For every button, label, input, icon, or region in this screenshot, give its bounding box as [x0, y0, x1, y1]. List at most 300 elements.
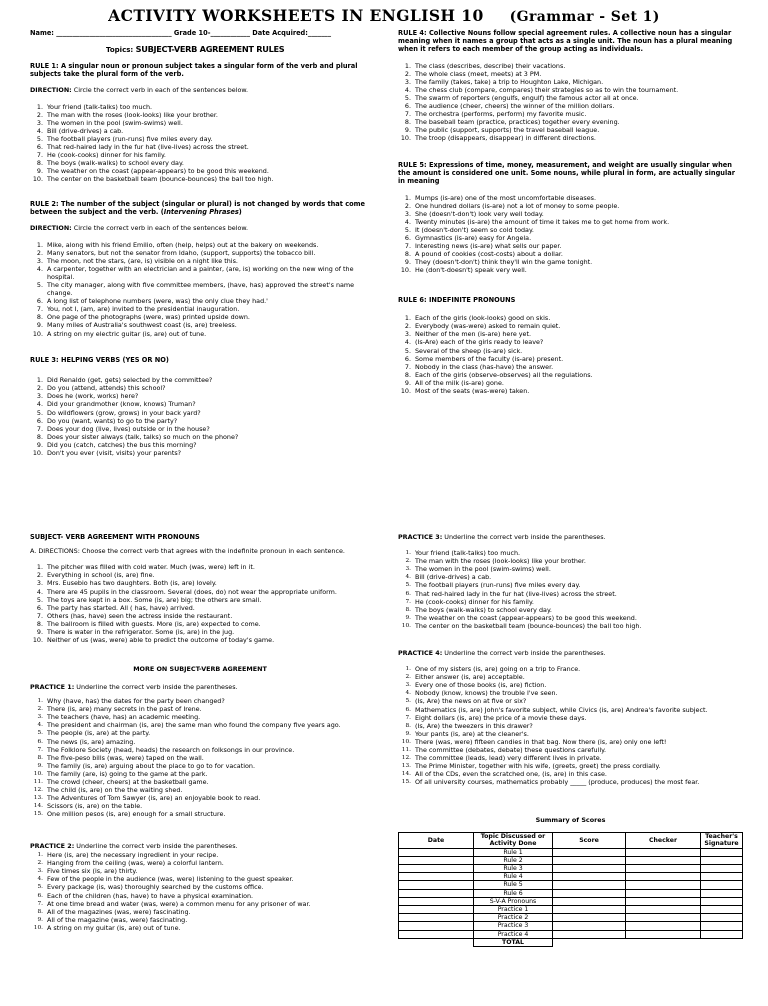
item-text: The boys (walk-walks) to school every day. [415, 605, 552, 614]
item-text: The president and chairman (is, are) the same man who found the company five years ago. [47, 721, 341, 730]
list-item [398, 697, 743, 705]
item-number: 3. [405, 682, 411, 689]
item-number: 14. [33, 803, 43, 810]
list-item [398, 714, 743, 722]
item-number: 14. [401, 771, 411, 778]
summary-activity-cell: Practice 3 [474, 922, 553, 930]
list-item [398, 673, 743, 681]
item-text: The man with the roses (look-looks) like your brother. [47, 110, 218, 119]
summary-blank-cell [553, 914, 626, 922]
list-item [30, 754, 370, 762]
item-number: 8. [404, 370, 411, 379]
item-text: Few of the people in the audience (was, were) listening to the guest speaker. [47, 875, 294, 884]
summary-blank-cell [626, 897, 701, 905]
summary-blank-cell [399, 848, 474, 856]
item-number: 4. [405, 690, 411, 697]
list-item [30, 241, 370, 249]
pronouns-direction: A. DIRECTIONS: Choose the correct verb that agrees with the indefinite pronoun in each sentence. [30, 547, 345, 556]
item-number: 5. [36, 134, 43, 143]
title-sub: (Grammar - Set 1) [509, 9, 660, 25]
item-number: 12. [33, 787, 43, 794]
item-number: 1. [36, 102, 43, 111]
list-item [30, 563, 370, 571]
item-number: 7. [36, 151, 43, 160]
summary-header-date: Date [399, 833, 474, 848]
item-text: Does your sister always (talk, talks) so much on the phone? [47, 432, 239, 441]
item-text: Neither of us (was, were) able to predict the outcome of today's game. [47, 636, 275, 645]
summary-total-label: TOTAL [474, 938, 553, 946]
item-number: 9. [36, 440, 43, 449]
list-item [30, 859, 370, 867]
item-number: 5. [37, 884, 43, 891]
summary-blank-cell [553, 889, 626, 897]
summary-blank-cell [701, 914, 743, 922]
item-text: He (cook-cooks) dinner for his family. [415, 597, 534, 606]
item-text: The orchestra (performs, perform) my favorite music. [415, 110, 587, 119]
item-text: There are 45 pupils in the classroom. Several (does, do) not wear the appropriate uniform. [47, 587, 337, 596]
list-item [398, 258, 743, 266]
item-text: Everything in school (is, are) fine. [47, 571, 155, 580]
item-number: 6. [36, 297, 43, 306]
list-item [30, 313, 370, 321]
item-text: All of the milk (is-are) gone. [415, 378, 504, 387]
summary-blank-cell [701, 930, 743, 938]
item-text: The troop (disappears, disappear) in different directions. [415, 134, 596, 143]
list-item [30, 297, 370, 305]
item-text: The man with the roses (look-looks) like your brother. [415, 557, 586, 566]
practice1-section [30, 683, 370, 819]
item-number: 8. [36, 159, 43, 168]
item-number: 9. [36, 167, 43, 176]
rule6-section [398, 296, 743, 395]
summary-blank-cell [701, 873, 743, 881]
item-text: Does he (work, works) here? [47, 392, 139, 401]
list-item [398, 202, 743, 210]
item-text: Many miles of Australia's southwest coast (is, are) treeless. [47, 321, 237, 330]
rule1-direction: DIRECTION: Circle the correct verb in each of the sentences below. [30, 86, 249, 95]
item-text: Bill (drive-drives) a cab. [415, 573, 492, 582]
list-item [398, 387, 743, 395]
list-item [30, 449, 370, 457]
list-item [30, 867, 370, 875]
item-number: 5. [36, 595, 43, 604]
list-item [398, 363, 743, 371]
topics-line [106, 44, 284, 54]
list-item [30, 786, 370, 794]
summary-blank-cell [399, 922, 474, 930]
list-item [398, 134, 743, 142]
item-number: 5. [404, 346, 411, 355]
item-text: The party has started. All ( has, have) arrived. [47, 603, 195, 612]
summary-blank-cell [553, 897, 626, 905]
item-number: 3. [404, 330, 411, 339]
item-number: 6. [37, 892, 43, 899]
list-item [398, 746, 743, 754]
item-number: 2. [37, 860, 43, 867]
summary-activity-cell: S-V-A Pronouns [474, 897, 553, 905]
item-text: You, not I, (am, are) invited to the presidential inauguration. [47, 305, 240, 314]
summary-header-checker: Checker [626, 833, 701, 848]
summary-blank-cell [701, 856, 743, 864]
item-text: A carpenter, together with an electrician and a painter, (are, is) working on the new wing of the hospital. [47, 264, 354, 281]
summary-row [399, 873, 743, 881]
item-text: The moon, not the stars, (are, is) visible on a night like this. [47, 256, 238, 265]
list-item [30, 433, 370, 441]
item-number: 6. [405, 590, 411, 597]
item-number: 4. [404, 217, 411, 226]
summary-blank-cell [399, 856, 474, 864]
item-text: Everybody (was-were) asked to remain quiet. [415, 322, 561, 331]
item-text: Do you (attend, attends) this school? [47, 384, 166, 393]
summary-activity-cell: Rule 3 [474, 864, 553, 872]
list-item [30, 883, 370, 891]
item-text: The women in the pool (swim-swims) well. [47, 118, 183, 127]
item-text: He (don't-doesn't) speak very well. [415, 266, 527, 275]
list-item [30, 135, 370, 143]
list-item [398, 110, 743, 118]
list-item [398, 549, 743, 557]
rule3-section [30, 356, 370, 457]
item-number: 15. [401, 779, 411, 786]
summary-blank-cell [553, 856, 626, 864]
list-item [398, 218, 743, 226]
item-text: The weather on the coast (appear-appears) to be good this weekend. [415, 613, 637, 622]
list-item [30, 281, 370, 297]
rule3-list [30, 376, 370, 457]
list-item [30, 265, 370, 281]
item-text: (Is-Are) each of the girls ready to leave? [415, 338, 544, 347]
item-text: Hanging from the ceiling (was, were) a colorful lantern. [47, 859, 224, 868]
item-number: 10. [32, 175, 43, 184]
list-item [30, 697, 370, 705]
list-item [398, 590, 743, 598]
item-number: 10. [32, 449, 43, 458]
list-item [30, 916, 370, 924]
rule1-section [30, 62, 370, 183]
item-text: One of my sisters (is, are) going on a trip to France. [415, 665, 581, 674]
item-number: 1. [404, 193, 411, 202]
rule4-list [398, 62, 743, 143]
list-item [30, 729, 370, 737]
item-number: 8. [404, 250, 411, 259]
list-item [398, 762, 743, 770]
practice3-direction: PRACTICE 3: Underline the correct verb inside the parentheses. [398, 533, 606, 541]
item-text: Either answer (is, are) acceptable. [415, 673, 525, 682]
list-item [30, 620, 370, 628]
summary-activity-cell: Practice 1 [474, 905, 553, 913]
item-text: Nobody in the class (has-have) the answer. [415, 362, 554, 371]
item-text: Don't you ever (visit, visits) your parents? [47, 449, 182, 458]
item-number: 7. [404, 242, 411, 251]
item-text: Did you (catch, catches) the bus this morning? [47, 440, 197, 449]
list-item [398, 62, 743, 70]
item-number: 1. [404, 61, 411, 70]
rule2-list [30, 241, 370, 338]
item-text: Each of the children (has, have) to have a physical examination. [47, 891, 254, 900]
list-item [398, 706, 743, 714]
item-number: 6. [36, 142, 43, 151]
list-item [30, 908, 370, 916]
summary-row [399, 856, 743, 864]
summary-blank-cell [626, 930, 701, 938]
summary-activity-cell: Rule 6 [474, 889, 553, 897]
summary-blank-cell [701, 881, 743, 889]
list-item [398, 598, 743, 606]
list-item [30, 604, 370, 612]
item-number: 9. [36, 321, 43, 330]
list-item [398, 557, 743, 565]
item-number: 1. [37, 852, 43, 859]
item-text: Neither of the men (is-are) here yet. [415, 330, 532, 339]
list-item [398, 226, 743, 234]
item-text: One million pesos (is, are) enough for a small structure. [47, 810, 226, 819]
list-item [30, 409, 370, 417]
rule1-heading: RULE 1: A singular noun or pronoun subject takes a singular form of the verb and plural subjects take the plural form of the verb. [30, 62, 358, 79]
item-number: 6. [36, 603, 43, 612]
item-number: 5. [36, 408, 43, 417]
list-item [30, 892, 370, 900]
item-text: (Is, Are) the tweezers in this drawer? [415, 721, 533, 730]
summary-row [399, 889, 743, 897]
summary-blank-cell [399, 905, 474, 913]
list-item [398, 102, 743, 110]
list-item [30, 746, 370, 754]
student-info-line: Name: ___________________________________ Grade 10-____________ Date Acquired:_______ [30, 29, 331, 37]
list-item [30, 392, 370, 400]
item-text: The football players (run-runs) five miles every day. [47, 134, 213, 143]
list-item [398, 573, 743, 581]
item-number: 2. [405, 558, 411, 565]
title-main: ACTIVITY WORKSHEETS IN ENGLISH 10 [108, 6, 484, 25]
item-text: That red-haired lady in the fur hat (live-lives) across the street. [47, 142, 249, 151]
summary-row [399, 930, 743, 938]
item-text: The center on the basketball team (bounce-bounces) the ball too high. [47, 175, 274, 184]
practice1-direction: PRACTICE 1: Underline the correct verb inside the parentheses. [30, 683, 238, 691]
list-item [30, 425, 370, 433]
summary-blank-cell [399, 914, 474, 922]
list-item [30, 400, 370, 408]
item-text: Your pants (is, are) at the cleaner's. [415, 729, 529, 738]
summary-blank-cell [701, 889, 743, 897]
list-item [398, 379, 743, 387]
item-number: 6. [404, 354, 411, 363]
item-number: 1. [36, 376, 43, 385]
list-item [398, 371, 743, 379]
practice3-section [398, 533, 743, 630]
summary-total-blank [626, 938, 701, 946]
item-number: 5. [405, 582, 411, 589]
list-item [398, 738, 743, 746]
list-item [398, 581, 743, 589]
summary-blank-cell [626, 905, 701, 913]
rule5-section [398, 161, 743, 275]
list-item [30, 417, 370, 425]
item-text: The five-peso bills (was, were) taped on the wall. [47, 753, 204, 762]
list-item [30, 588, 370, 596]
list-item [30, 257, 370, 265]
list-item [398, 338, 743, 346]
item-number: 3. [36, 118, 43, 127]
list-item [398, 266, 743, 274]
item-text: Why (have, has) the dates for the party been changed? [47, 697, 225, 706]
item-text: Mumps (is-are) one of the most uncomfortable diseases. [415, 193, 596, 202]
list-item [30, 738, 370, 746]
summary-blank-cell [553, 930, 626, 938]
list-item [30, 330, 370, 338]
item-text: Five times six (is, are) thirty. [47, 867, 138, 876]
practice2-section [30, 842, 370, 932]
list-item [398, 754, 743, 762]
item-text: Scissors (is, are) on the table. [47, 802, 143, 811]
rule4-section [398, 29, 743, 143]
list-item [30, 119, 370, 127]
item-text: Gymnastics (is-are) easy for Angela. [415, 234, 532, 243]
list-item [398, 622, 743, 630]
summary-blank-cell [626, 856, 701, 864]
summary-blank-cell [701, 905, 743, 913]
summary-blank-cell [626, 922, 701, 930]
item-number: 9. [37, 916, 43, 923]
item-text: The Prime Minister, together with his wife, (greets, greet) the press cordially. [415, 762, 661, 771]
item-number: 7. [36, 305, 43, 314]
summary-activity-cell: Rule 4 [474, 873, 553, 881]
item-text: The ballroom is filled with guests. More (is, are) expected to come. [47, 619, 261, 628]
rule5-heading: RULE 5: Expressions of time, money, measurement, and weight are usually singular when the amount is considered one unit. Some nouns, while plural in form, are actually singular in meaning [398, 161, 735, 186]
item-number: 2. [37, 706, 43, 713]
item-number: 2. [36, 384, 43, 393]
list-item [30, 305, 370, 313]
item-text: The whole class (meet, meets) at 3 PM. [415, 69, 542, 78]
item-number: 3. [404, 77, 411, 86]
item-number: 1. [36, 563, 43, 572]
rule6-list [398, 314, 743, 395]
item-text: The class (describes, describe) their vacations. [415, 61, 566, 70]
item-number: 10. [33, 770, 43, 777]
list-item [30, 143, 370, 151]
item-number: 9. [36, 628, 43, 637]
rule3-heading: RULE 3: HELPING VERBS (YES OR NO) [30, 356, 169, 364]
summary-blank-cell [399, 873, 474, 881]
item-number: 3. [36, 256, 43, 265]
item-number: 8. [405, 606, 411, 613]
list-item [398, 118, 743, 126]
item-text: All of the CDs, even the scratched one, (is, are) in this case. [415, 770, 607, 779]
item-text: The football players (run-runs) five miles every day. [415, 581, 581, 590]
item-text: The family (are, is) going to the game at the park. [47, 769, 208, 778]
item-number: 10. [400, 387, 411, 396]
item-text: The audience (cheer, cheers) the winner of the million dollars. [415, 102, 615, 111]
item-text: One hundred dollars (is-are) not a lot of money to some people. [415, 201, 620, 210]
summary-header-score: Score [553, 833, 626, 848]
topics-label: Topics: [106, 46, 134, 54]
summary-activity-cell: Practice 2 [474, 914, 553, 922]
item-text: All of the magazines (was, were) fascinating. [47, 907, 191, 916]
list-item [30, 713, 370, 721]
list-item [30, 770, 370, 778]
list-item [398, 194, 743, 202]
summary-blank-cell [399, 881, 474, 889]
summary-header-topic: Topic Discussed or Activity Done [474, 833, 553, 848]
summary-blank-cell [626, 864, 701, 872]
item-text: That red-haired lady in the fur hat (live-lives) across the street. [415, 589, 617, 598]
item-number: 2. [404, 201, 411, 210]
item-text: Here (is, are) the necessary ingredient in your recipe. [47, 851, 219, 860]
item-text: The Adventures of Tom Sawyer (is, are) an enjoyable book to read. [47, 794, 261, 803]
item-text: The chess club (compare, compares) their strategies so as to win the tournament. [415, 85, 679, 94]
summary-total-blank [399, 938, 474, 946]
list-item [30, 900, 370, 908]
item-number: 4. [405, 574, 411, 581]
item-number: 5. [37, 730, 43, 737]
item-number: 1. [37, 698, 43, 705]
summary-blank-cell [553, 881, 626, 889]
item-number: 4. [404, 85, 411, 94]
item-number: 4. [404, 338, 411, 347]
summary-blank-cell [626, 873, 701, 881]
item-number: 10. [32, 636, 43, 645]
summary-row [399, 864, 743, 872]
item-text: Every package (is, was) thoroughly searched by the customs office. [47, 883, 264, 892]
item-text: There (was, were) fifteen candies in that bag. Now there (is, are) only one left! [415, 737, 667, 746]
summary-section [398, 816, 743, 947]
list-item [398, 730, 743, 738]
rule6-heading: RULE 6: INDEFINITE PRONOUNS [398, 296, 516, 304]
item-number: 10. [32, 329, 43, 338]
list-item [30, 111, 370, 119]
item-number: 7. [37, 746, 43, 753]
item-number: 6. [405, 706, 411, 713]
item-number: 7. [37, 900, 43, 907]
item-text: Of all university courses, mathematics probably _____ (produce, produces) the most fear. [415, 778, 700, 787]
item-text: The crowd (cheer, cheers) at the basketball game. [47, 778, 209, 787]
practice1-list [30, 697, 370, 818]
item-number: 9. [405, 614, 411, 621]
item-number: 5. [405, 698, 411, 705]
item-text: A long list of telephone numbers (were, was) the only clue they had.' [47, 297, 268, 306]
rule2-heading: RULE 2: The number of the subject (singular or plural) is not changed by words that come between the subject and the verb. (Intervening Phrases) [30, 200, 365, 217]
item-text: Mrs. Eusebio has two daughters. Both (is, are) lovely. [47, 579, 217, 588]
list-item [398, 250, 743, 258]
summary-blank-cell [399, 897, 474, 905]
list-item [398, 614, 743, 622]
list-item [398, 314, 743, 322]
item-text: Does your dog (live, lives) outside or in the house? [47, 424, 210, 433]
list-item [398, 86, 743, 94]
item-number: 4. [36, 587, 43, 596]
list-item [398, 330, 743, 338]
item-number: 9. [404, 258, 411, 267]
item-text: The child (is, are) on the the waiting shed. [47, 786, 183, 795]
item-text: Did Renaldo (get, gets) selected by the committee? [47, 376, 213, 385]
list-item [398, 770, 743, 778]
list-item [398, 722, 743, 730]
item-text: The swarm of reporters (engulfs, engulf) the famous actor all at once. [415, 93, 639, 102]
item-text: Twenty minutes (is-are) the amount of time it takes me to get home from work. [415, 217, 670, 226]
item-text: Every one of those books (is, are) fiction. [415, 681, 547, 690]
summary-blank-cell [553, 905, 626, 913]
item-number: 3. [37, 714, 43, 721]
item-text: Eight dollars (is, are) the price of a movie these days. [415, 713, 587, 722]
item-text: The committee (leads, lead) very different lives in private. [415, 754, 602, 763]
item-text: Do you (want, wants) to go to the party? [47, 416, 178, 425]
list-item [30, 127, 370, 135]
summary-blank-cell [626, 914, 701, 922]
item-number: 10. [33, 924, 43, 931]
item-text: Nobody (know, knows) the trouble I've seen. [415, 689, 558, 698]
pronouns-heading: SUBJECT- VERB AGREEMENT WITH PRONOUNS [30, 533, 200, 541]
item-text: (Is, Are) the news on at five or six? [415, 697, 527, 706]
item-number: 3. [36, 392, 43, 401]
